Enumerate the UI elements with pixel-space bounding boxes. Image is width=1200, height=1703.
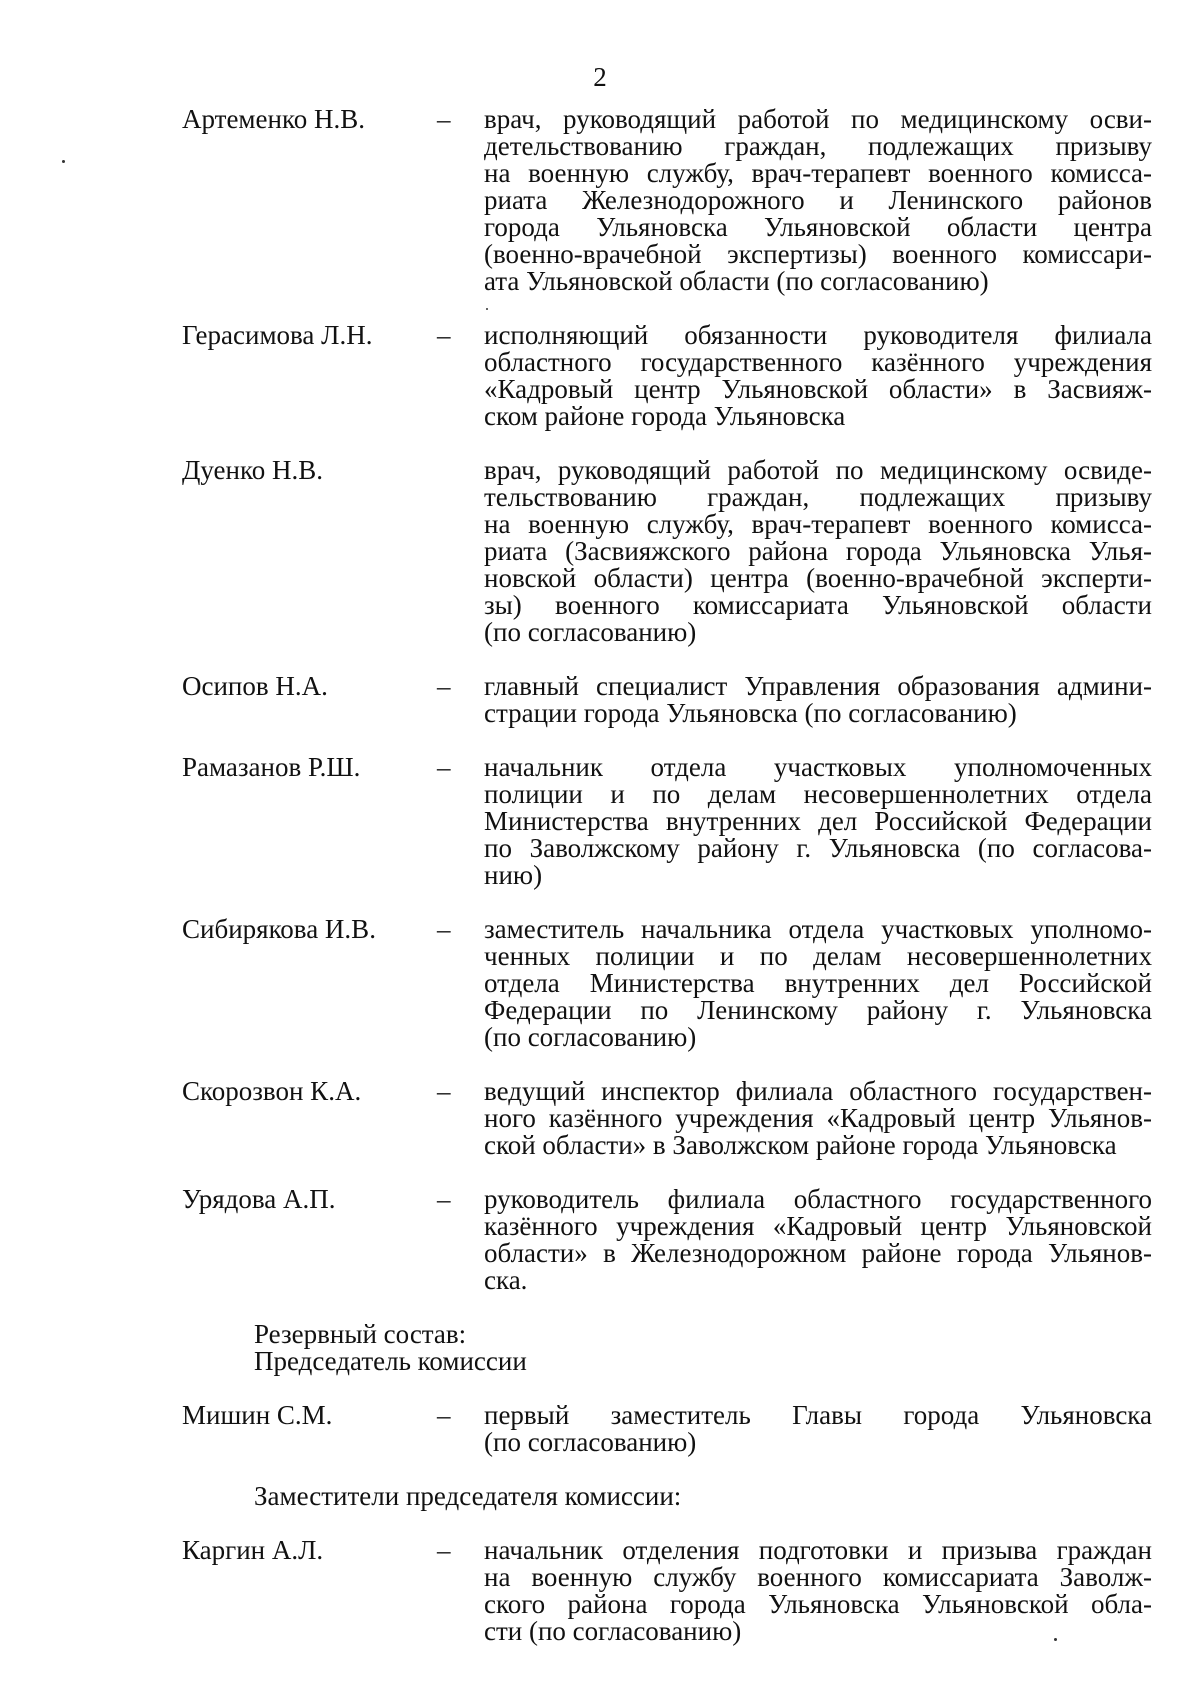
- description-line: риата (Засвияжского района города Ульяновска Улья-: [484, 536, 1152, 566]
- description-line: ведущий инспектор филиала областного государствен-: [484, 1076, 1152, 1106]
- description-line: тельствованию граждан, подлежащих призыву: [484, 482, 1152, 512]
- description-line: исполняющий обязанности руководителя филиала: [484, 320, 1152, 350]
- deputies-heading: Заместители председателя комиссии:: [254, 1481, 682, 1511]
- description-line: областного государственного казённого учреждения: [484, 347, 1152, 377]
- reserve-heading: [182, 1321, 1152, 1375]
- description-line: риата Железнодорожного и Ленинского районов: [484, 185, 1152, 215]
- member-description: [484, 106, 1152, 295]
- description-line: зы) военного комиссариата Ульяновской области: [484, 590, 1152, 620]
- description-line: (по согласованию): [484, 1427, 697, 1457]
- member-entry: [182, 916, 1152, 1051]
- member-entry: [182, 106, 1152, 295]
- description-line: страции города Ульяновска (по согласованию): [484, 698, 1017, 728]
- description-line: врач, руководящий работой по медицинскому осви-: [484, 104, 1152, 134]
- dash: –: [437, 1184, 451, 1214]
- description-line: главный специалист Управления образования админи-: [484, 671, 1152, 701]
- member-entry: [182, 754, 1152, 889]
- description-line: на военную службу, врач-терапевт военного комисса-: [484, 158, 1152, 188]
- description-line: начальник отдела участковых уполномоченных: [484, 752, 1152, 782]
- description-line: «Кадровый центр Ульяновской области» в Засвияж-: [484, 374, 1152, 404]
- member-name: Рамазанов Р.Ш.: [182, 752, 361, 782]
- description-line: ченных полиции и по делам несовершеннолетних: [484, 941, 1152, 971]
- member-name: Каргин А.Л.: [182, 1535, 324, 1565]
- dash: –: [437, 104, 451, 134]
- description-line: ата Ульяновской области (по согласованию): [484, 266, 989, 296]
- member-entry: [182, 322, 1152, 430]
- description-line: новской области) центра (военно-врачебной эксперти-: [484, 563, 1152, 593]
- description-line: заместитель начальника отдела участковых уполномо-: [484, 914, 1152, 944]
- dash: –: [437, 1076, 451, 1106]
- description-line: первый заместитель Главы города Ульяновска: [484, 1400, 1152, 1430]
- member-name: Урядова А.П.: [182, 1184, 336, 1214]
- description-line: на военную службу военного комиссариата Заволж-: [484, 1562, 1152, 1592]
- member-description: [484, 1402, 1152, 1456]
- reserve-title: Резервный состав:: [254, 1319, 467, 1349]
- member-entry: [182, 673, 1152, 727]
- description-line: (по согласованию): [484, 617, 697, 647]
- description-line: ском районе города Ульяновска: [484, 401, 846, 431]
- member-name: Герасимова Л.Н.: [182, 320, 373, 350]
- description-line: нию): [484, 860, 543, 890]
- description-line: руководитель филиала областного государственного: [484, 1184, 1152, 1214]
- dash: –: [437, 1400, 451, 1430]
- description-line: Федерации по Ленинскому району г. Ульяновска: [484, 995, 1152, 1025]
- member-name: Сибирякова И.В.: [182, 914, 376, 944]
- member-name: Осипов Н.А.: [182, 671, 328, 701]
- description-line: ска.: [484, 1265, 528, 1295]
- description-line: врач, руководящий работой по медицинскому освиде-: [484, 455, 1152, 485]
- member-name: Скорозвон К.А.: [182, 1076, 362, 1106]
- description-line: (по согласованию): [484, 1022, 697, 1052]
- member-name: Артеменко Н.В.: [182, 104, 365, 134]
- dash: –: [437, 320, 451, 350]
- member-entry: [182, 457, 1152, 646]
- dash: –: [437, 671, 451, 701]
- member-description: [484, 457, 1152, 646]
- member-entry: [182, 1186, 1152, 1294]
- description-line: Министерства внутренних дел Российской Федерации: [484, 806, 1152, 836]
- member-description: [484, 322, 1152, 430]
- description-line: отдела Министерства внутренних дел Российской: [484, 968, 1152, 998]
- description-line: области» в Железнодорожном районе города Ульянов-: [484, 1238, 1152, 1268]
- description-line: сти (по согласованию): [484, 1616, 742, 1646]
- page-number: 2: [593, 62, 607, 92]
- description-line: полиции и по делам несовершеннолетних отдела: [484, 779, 1152, 809]
- chair-heading: Председатель комиссии: [254, 1346, 527, 1376]
- description-line: ского района города Ульяновска Ульяновской обла-: [484, 1589, 1152, 1619]
- member-description: [484, 673, 1152, 727]
- member-name: Дуенко Н.В.: [182, 455, 323, 485]
- deputy-entry: [182, 1537, 1152, 1645]
- description-line: начальник отделения подготовки и призыва граждан: [484, 1535, 1152, 1565]
- member-description: [484, 754, 1152, 889]
- description-line: детельствованию граждан, подлежащих призыву: [484, 131, 1152, 161]
- member-description: [484, 1186, 1152, 1294]
- dash: –: [437, 914, 451, 944]
- description-line: казённого учреждения «Кадровый центр Ульяновской: [484, 1211, 1152, 1241]
- commission-list: [182, 106, 1152, 1645]
- member-name: Мишин С.М.: [182, 1400, 333, 1430]
- description-line: (военно-врачебной экспертизы) военного комиссари-: [484, 239, 1152, 269]
- member-description: [484, 1078, 1152, 1159]
- dash: –: [437, 1535, 451, 1565]
- description-line: на военную службу, врач-терапевт военного комисса-: [484, 509, 1152, 539]
- member-description: [484, 916, 1152, 1051]
- member-entry: [182, 1078, 1152, 1159]
- description-line: ного казённого учреждения «Кадровый центр Ульянов-: [484, 1103, 1152, 1133]
- member-description: [484, 1537, 1152, 1645]
- dash: –: [437, 752, 451, 782]
- scan-speck: [62, 160, 65, 163]
- description-line: по Заволжскому району г. Ульяновска (по согласова-: [484, 833, 1152, 863]
- description-line: города Ульяновска Ульяновской области центра: [484, 212, 1152, 242]
- chair-entry: [182, 1402, 1152, 1456]
- description-line: ской области» в Заволжском районе города Ульяновска: [484, 1130, 1117, 1160]
